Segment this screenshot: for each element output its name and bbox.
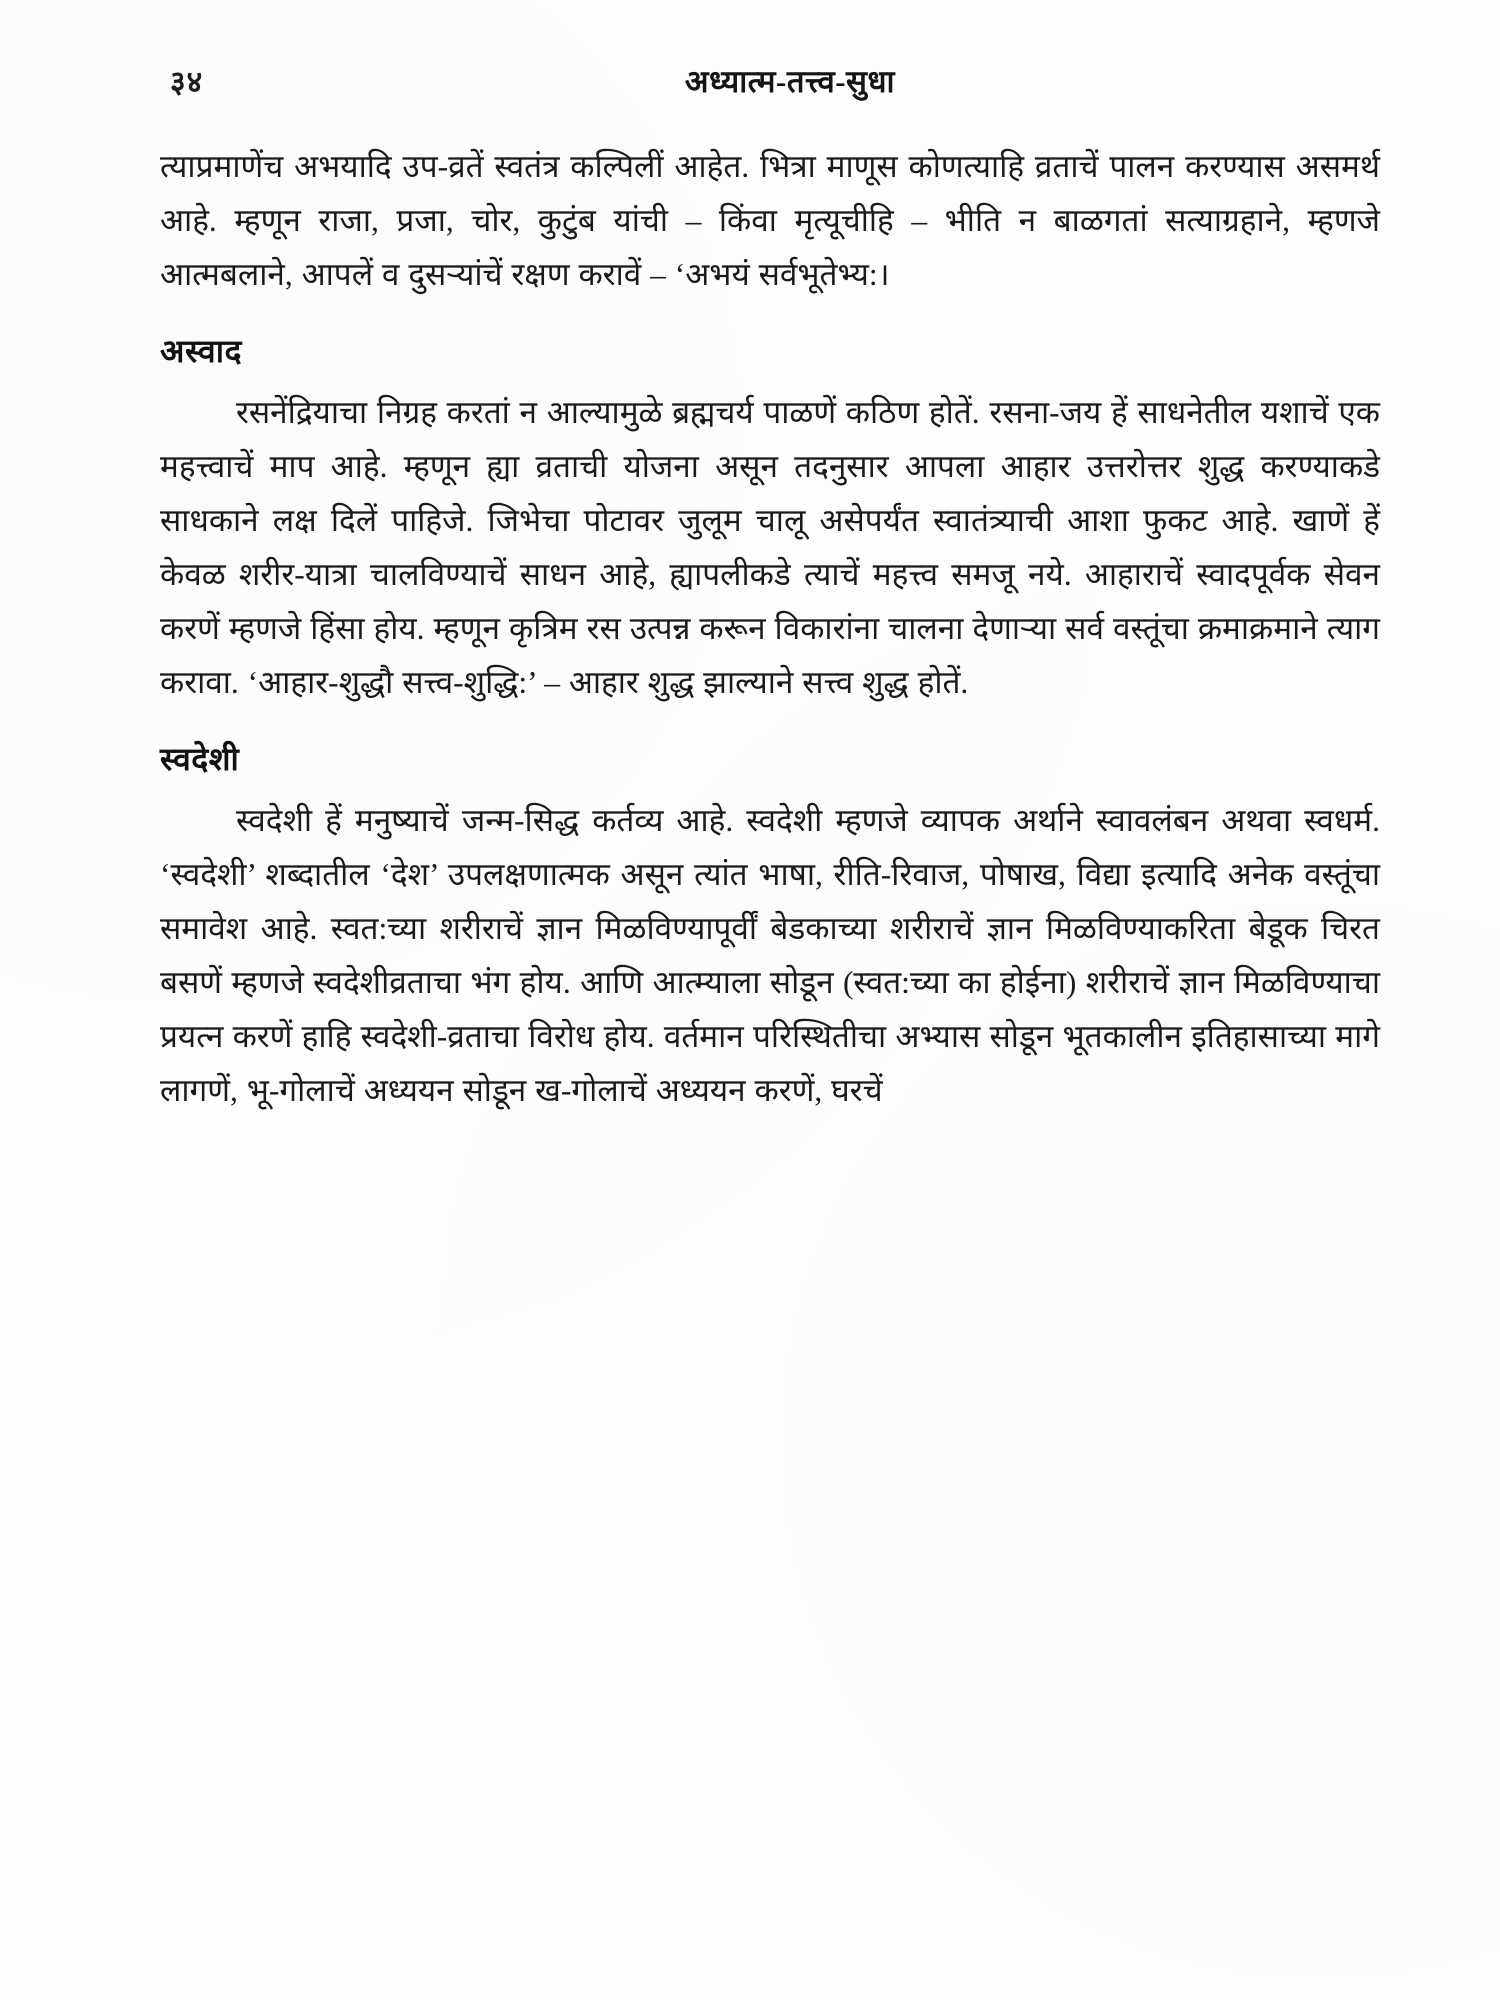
section-heading-swadeshi: स्वदेशी bbox=[160, 740, 240, 777]
paragraph: रसनेंद्रियाचा निग्रह करतां न आल्यामुळे ब्रह्मचर्य पाळणें कठिण होतें. रसना-जय हें साधनेतील यशाचें एक महत्त्वाचें माप आहे. म्हणून ह्या व्रताची योजना असून तदनुसार आपला आहार उत्तरोत्तर शुद्ध करण्याकडे साधकाने लक्ष दिलें पाहिजे. जिभेचा पोटावर जुलूम चालू असेपर्यंत स्वातंत्र्याची आशा फुकट आहे. खाणें हें केवळ शरीर-यात्रा चालविण्याचें साधन आहे, ह्यापलीकडे त्याचें महत्त्व समजू नये. आहाराचें स्वादपूर्वक सेवन करणें म्हणजे हिंसा होय. म्हणून कृत्रिम रस उत्पन्न करून विकारांना चालना देणाऱ्या सर्व वस्तूंचा क्रमाक्रमाने त्याग करावा. ‘आहार-शुद्धौ सत्त्व-शुद्धि:’ – आहार शुद्ध झाल्याने सत्त्व शुद्ध होतें. bbox=[160, 394, 1380, 701]
page-header bbox=[160, 60, 1380, 118]
section-heading-aswad: अस्वाद bbox=[160, 332, 242, 369]
paragraph: स्वदेशी हें मनुष्याचें जन्म-सिद्ध कर्तव्य आहे. स्वदेशी म्हणजे व्यापक अर्थाने स्वावलंबन अथवा स्वधर्म. ‘स्वदेशी’ शब्दातील ‘देश’ उपलक्षणात्मक असून त्यांत भाषा, रीति-रिवाज, पोषाख, विद्या इत्यादि अनेक वस्तूंचा समावेश आहे. स्वत:च्या शरीराचें ज्ञान मिळविण्यापूर्वीं बेडकाच्या शरीराचें ज्ञान मिळविण्याकरिता बेडूक चिरत बसणें म्हणजे स्वदेशीव्रताचा भंग होय. आणि आत्म्याला सोडून (स्वत:च्या का होईना) शरीराचें ज्ञान मिळविण्याचा प्रयत्न करणें हाहि स्वदेशी-व्रताचा विरोध होय. वर्तमान परिस्थितीचा अभ्यास सोडून भूतकालीन इतिहासाच्या मागे लागणें, भू-गोलाचें अध्ययन सोडून ख-गोलाचें अध्ययन करणें, घरचें bbox=[160, 802, 1380, 1109]
paragraph: त्याप्रमाणेंच अभयादि उप-व्रतें स्वतंत्र कल्पिलीं आहेत. भित्रा माणूस कोणत्याहि व्रताचें पालन करण्यास असमर्थ आहे. म्हणून राजा, प्रजा, चोर, कुटुंब यांची – किंवा मृत्यूचीहि – भीति न बाळगतां सत्याग्रहाने, म्हणजे आत्मबलाने, आपलें व दुसऱ्यांचें रक्षण करावें – ‘अभयं सर्वभूतेभ्य:। bbox=[160, 149, 1380, 293]
page-content-area bbox=[160, 60, 1380, 1139]
running-head-title: अध्यात्म-तत्त्व-सुधा bbox=[684, 64, 896, 99]
page-number: ३४ bbox=[170, 66, 204, 99]
